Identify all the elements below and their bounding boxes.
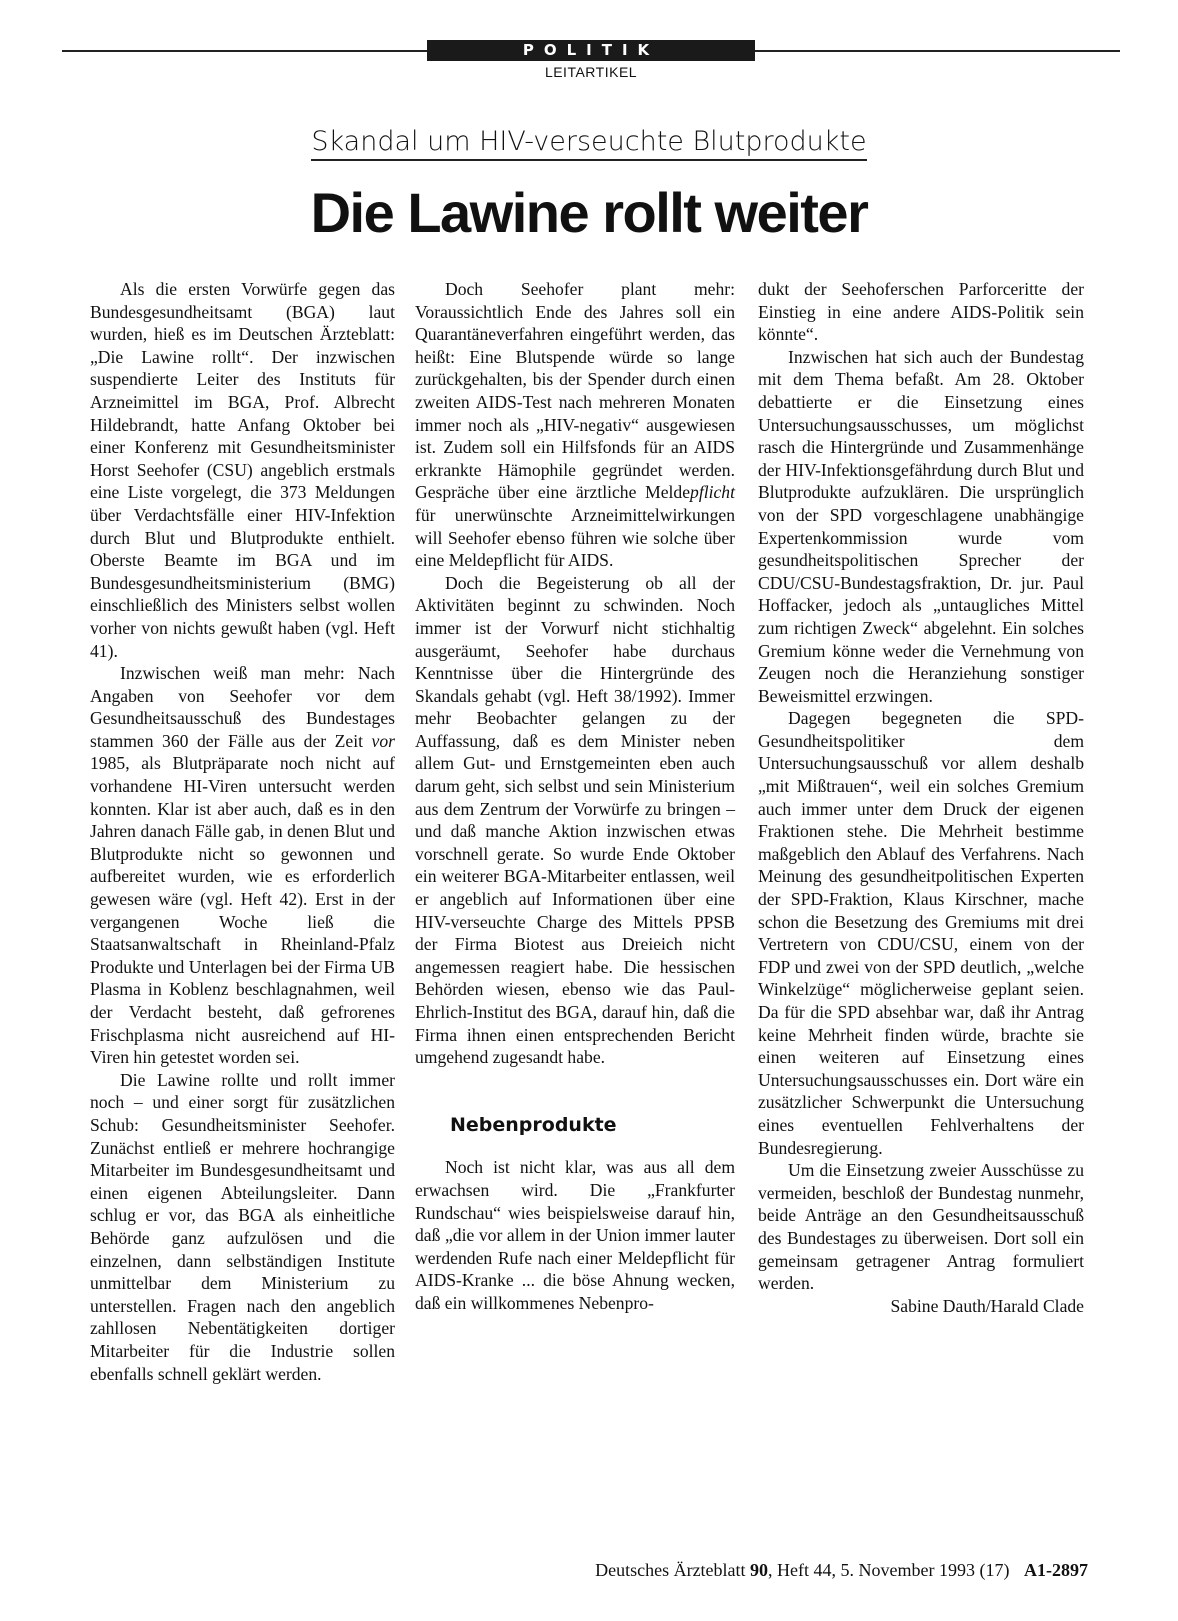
journal-name: Deutsches Ärzteblatt <box>595 1560 746 1580</box>
paragraph: Die Lawine rollte und rollt immer noch – und einer sorgt für zusätzlichen Schub: Gesundheitsminister Seehofer. Zunächst entließ er mehrere hochrangige Mitarbeiter im Bundesgesundheitsamt und einen eigenen Abteilungsleiter. Dann schlug er vor, das BGA als einheitliche Behörde ganz aufzulösen und die einzelnen, dann selbständigen Institute unmittelbar dem Ministerium zu unterstellen. Fragen nach den angeblich zahllosen Nebentätigkeiten dortiger Mitarbeiter für die Industrie sollen ebenfalls schnell geklärt werden. <box>90 1069 395 1384</box>
kicker-text: Skandal um HIV-verseuchte Blutprodukte <box>311 126 866 161</box>
paragraph: Doch Seehofer plant mehr: Voraussichtlich Ende des Jahres soll ein Quarantäneverfahren eingeführt werden, das heißt: Eine Blutspende würde so lange zurückgehalten, bis der Spender durch einen zweiten AIDS-Test nach mehreren Monaten immer noch als „HIV-negativ“ ausgewiesen ist. Zudem soll ein Hilfsfonds für an AIDS erkrankte Hämophile gegründet werden. Gespräche über eine ärztliche Meldepflicht für unerwünschte Arzneimittelwirkungen will Seehofer ebenso führen wie solche über eine Meldepflicht für AIDS. <box>415 279 735 571</box>
article-headline: Die Lawine rollt weiter <box>310 181 868 244</box>
issue-info: Heft 44, 5. November 1993 (17) <box>777 1560 1010 1580</box>
column-3 <box>758 278 1084 1317</box>
paragraph: Doch die Begeisterung ob all der Aktivitäten beginnt zu schwinden. Noch immer ist der Vorwurf nicht stichhaltig ausgeräumt, Seehofer habe durchaus Kenntnisse über die Hintergründe des Skandals gehabt (vgl. Heft 38/1992). Immer mehr Beobachter gelangen zu der Auffassung, daß es dem Minister neben allem Gut- und Ernstgemeinten eben auch darum geht, sich selbst und sein Ministerium aus dem Zentrum der Vorwürfe zu bringen – und daß manche Aktion inzwischen etwas vorschnell gerate. So wurde Ende Oktober ein weiterer BGA-Mitarbeiter entlassen, weil er angeblich auf Informationen über eine HIV-verseuchte Charge des Mittels PPSB der Firma Biotest aus Dreieich nicht angemessen reagiert habe. Die hessischen Behörden wiesen, ebenso wie das Paul-Ehrlich-Institut des BGA, darauf hin, daß die Firma ihnen einen entsprechenden Bericht umgehend zugesandt habe. <box>415 572 735 1068</box>
page-footer: Deutsches Ärzteblatt 90, Heft 44, 5. November 1993 (17) A1-2897 <box>595 1560 1088 1580</box>
paragraph: Dagegen begegneten die SPD-Gesundheitspolitiker dem Untersuchungsausschuß vor allem deshalb „mit Mißtrauen“, weil ein solches Gremium auch immer unter dem Druck der eigenen Fraktionen stehe. Die Mehrheit bestimme maßgeblich den Ablauf des Verfahrens. Nach Meinung des gesundheitpolitischen Experten der SPD-Fraktion, Klaus Kirschner, mache schon die Besetzung des Gremiums mit drei Vertretern von CDU/CSU, einem von der FDP und zwei von der SPD deutlich, „welche Winkelzüge“ möglicherweise geplant seien. Da für die SPD absehbar war, daß ihr Antrag keine Mehrheit finden würde, brachte sie einen weiteren auf Einsetzung eines Untersuchungsausschusses ein. Dort wäre ein zusätzlicher Schwerpunkt die Untersuchung eines eventuellen Fehlverhaltens der Bundesregierung. <box>758 708 1084 1158</box>
paragraph: Inzwischen hat sich auch der Bundestag mit dem Thema befaßt. Am 28. Oktober debattierte er die Einsetzung eines Untersuchungsausschusses, um möglichst rasch die Hintergründe und Zusammenhänge der HIV-Infektionsgefährdung durch Blut und Blutprodukte aufzuklären. Die ursprünglich von der SPD vorgeschlagene unabhängige Expertenkommission wurde vom gesundheitspolitischen Sprecher der CDU/CSU-Bundestagsfraktion, Dr. jur. Paul Hoffacker, jedoch als „untaugliches Mittel zum richtigen Zweck“ abgelehnt. Ein solches Gremium könne weder die Vernehmung von Zeugen noch die Heranziehung sonstiger Beweismittel erzwingen. <box>758 346 1084 706</box>
author-signature: Sabine Dauth/Harald Clade <box>890 1295 1084 1316</box>
section-subheading: Nebenprodukte <box>450 1113 617 1136</box>
paragraph: Inzwischen weiß man mehr: Nach Angaben von Seehofer vor dem Gesundheitsausschuß des Bundestages stammen 360 der Fälle aus der Zeit vor 1985, als Blutpräparate noch nicht auf vorhandene HI-Viren untersucht werden konnten. Klar ist aber auch, daß es in den Jahren danach Fälle gab, in denen Blut und Blutprodukte nicht so gewonnen und aufbereitet wurden, wie es erforderlich gewesen wäre (vgl. Heft 42). Erst in der vergangenen Woche ließ die Staatsanwaltschaft in Rheinland-Pfalz Produkte und Unterlagen bei der Firma UB Plasma in Koblenz beschlagnahmen, weil der Verdacht besteht, daß gefrorenes Frischplasma nicht ausreichend auf HI-Viren hin getestet worden sei. <box>90 663 395 1068</box>
page-number: A1-2897 <box>1024 1560 1088 1580</box>
masthead-rule-left <box>62 50 427 52</box>
paragraph: Um die Einsetzung zweier Ausschüsse zu vermeiden, beschloß der Bundestag nunmehr, beide Anträge an den Gesundheitsausschuß des Bundestages zu überweisen. Dort soll ein gemeinsam getragener Antrag formuliert werden. <box>758 1160 1084 1294</box>
masthead-rule-right <box>755 50 1120 52</box>
article-kicker <box>0 126 1178 157</box>
paragraph: Als die ersten Vorwürfe gegen das Bundesgesundheitsamt (BGA) laut wurden, hieß es im Deutschen Ärzteblatt: „Die Lawine rollt“. Der inzwischen suspendierte Leiter des Instituts für Arzneimittel im BGA, Prof. Albrecht Hildebrandt, hatte Anfang Oktober bei einer Konferenz mit Gesundheitsminister Horst Seehofer (CSU) angeblich erstmals eine Liste vorgelegt, die 373 Meldungen über Verdachtsfälle einer HIV-Infektion durch Blut und Blutprodukte enthielt. Oberste Beamte im BGA und im Bundesgesundheitsministerium (BMG) einschließlich des Ministers selbst wollen vorher von nichts gewußt haben (vgl. Heft 41). <box>90 279 395 661</box>
subsection-label: LEITARTIKEL <box>544 64 638 80</box>
paragraph-continuation: dukt der Seehoferschen Parforceritte der Einstieg in eine andere AIDS-Politik sein könnte“. <box>758 279 1084 345</box>
column-2 <box>415 278 735 1315</box>
volume-number: 90 <box>750 1560 769 1580</box>
column-1 <box>90 278 395 1385</box>
section-label: POLITIK <box>427 40 755 61</box>
paragraph: Noch ist nicht klar, was aus all dem erwachsen wird. Die „Frankfurter Rundschau“ wies beispielsweise darauf hin, daß „die vor allem in der Union immer lauter werdenden Rufe nach einer Meldepflicht für AIDS-Kranke ... die böse Ahnung wecken, daß ein willkommenes Nebenpro- <box>415 1157 735 1313</box>
